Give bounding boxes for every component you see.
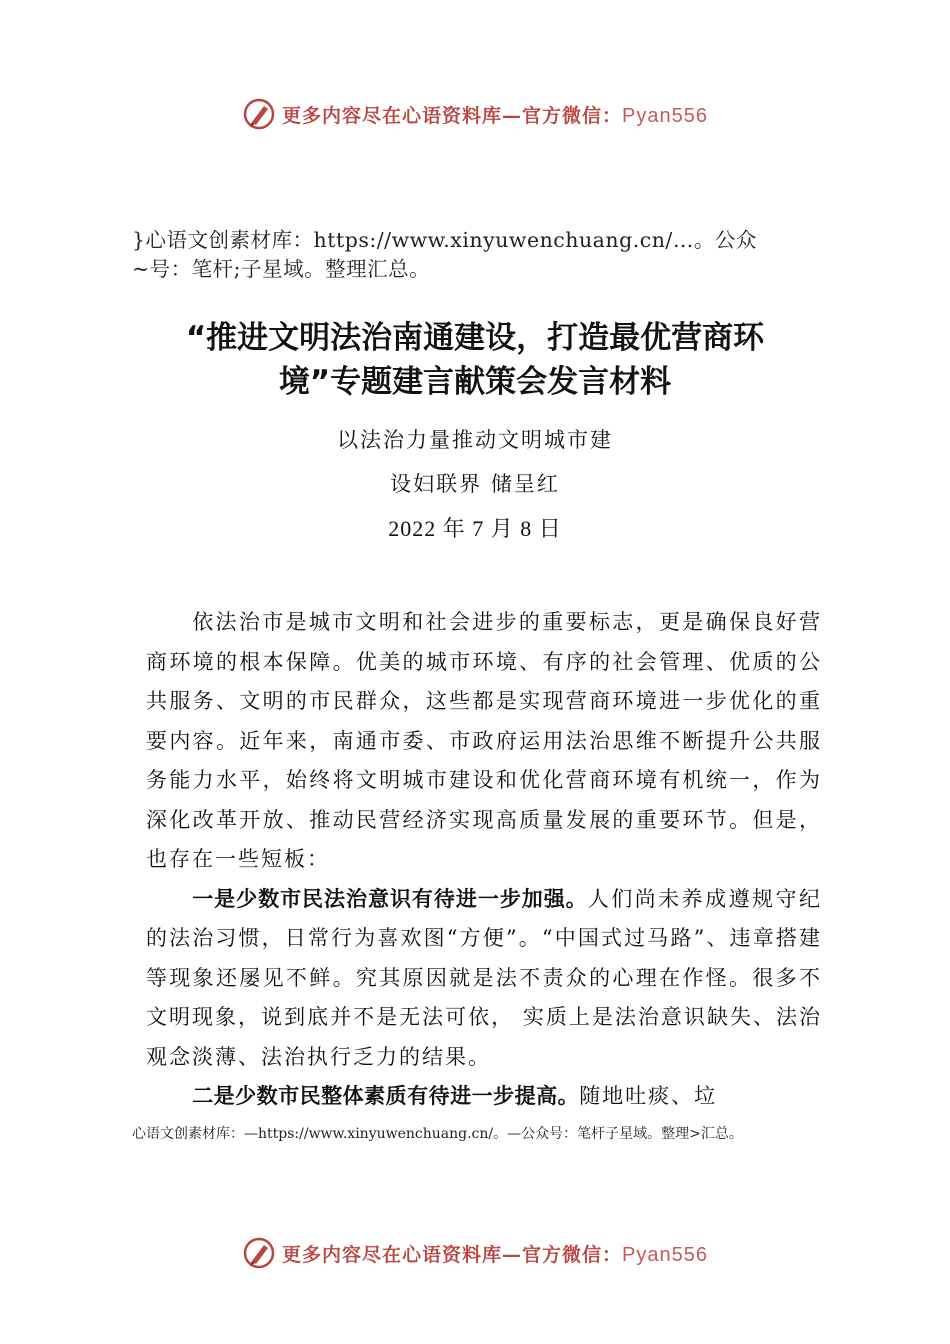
date-line: 2022 年 7 月 8 日 xyxy=(388,516,562,541)
title-line-2: 境”专题建言献策会发言材料 xyxy=(278,364,672,400)
paragraph-2-text: 人们尚未养成遵规守纪的法治习惯，日常行为喜欢图“方便”。“中国式过马路”、违章搭建等现象还屡见不鲜。究其原因就是法不责众的心理在作怪。很多不文明现象，说到底并不是无法可依， 实质上是法治意识缺失、法治观念淡薄、法治执行乏力的结果。 xyxy=(146,886,823,1069)
pen-logo-icon xyxy=(242,1236,276,1270)
author-line: 设妇联界 储呈红 xyxy=(390,472,560,496)
title-line-1: “推进文明法治南通建设，打造最优营商环 xyxy=(185,320,765,356)
bottom-banner xyxy=(0,1233,950,1273)
top-banner xyxy=(0,94,950,134)
paragraph-1: 依法治市是城市文明和社会进步的重要标志，更是确保良好营商环境的根本保障。优美的城市环境、有序的社会管理、优质的公共服务、文明的市民群众，这些都是实现营商环境进一步优化的重要内容。近年来，南通市委、市政府运用法治思维不断提升公共服务能力水平，始终将文明城市建设和优化营商环境有机统一，作为深化改革开放、推动民营经济实现高质量发展的重要环节。但是，也存在一些短板： xyxy=(146,610,822,871)
paragraph-3-text: 随地吐痰、垃 xyxy=(579,1084,718,1108)
banner-wechat-id: Pyan556 xyxy=(622,104,708,127)
pen-logo-icon xyxy=(242,97,276,131)
paragraph-3-heading: 二是少数市民整体素质有待进一步提高。 xyxy=(192,1084,580,1108)
header-note: }心语文创素材库：https://www.xinyuwenchuang.cn/…。公众 ~号：笔杆;子星域。整理汇总。 xyxy=(132,228,757,281)
paragraph-2 xyxy=(146,880,822,1078)
banner-text: 更多内容尽在心语资料库—官方微信：Pyan556 xyxy=(282,104,708,127)
footer-note: 心语文创素材库：—https://www.xinyuwenchuang.cn/。—公众号：笔杆子星域。整理>汇总。 xyxy=(132,1126,743,1142)
paragraph-3 xyxy=(146,1077,822,1117)
document-title xyxy=(110,316,840,404)
subtitle: 以法治力量推动文明城市建 xyxy=(337,428,613,452)
body-text xyxy=(146,603,822,1117)
banner-wechat-id: Pyan556 xyxy=(622,1243,708,1266)
paragraph-2-heading: 一是少数市民法治意识有待进一步加强。 xyxy=(192,886,588,911)
banner-text: 更多内容尽在心语资料库—官方微信：Pyan556 xyxy=(282,1243,708,1266)
